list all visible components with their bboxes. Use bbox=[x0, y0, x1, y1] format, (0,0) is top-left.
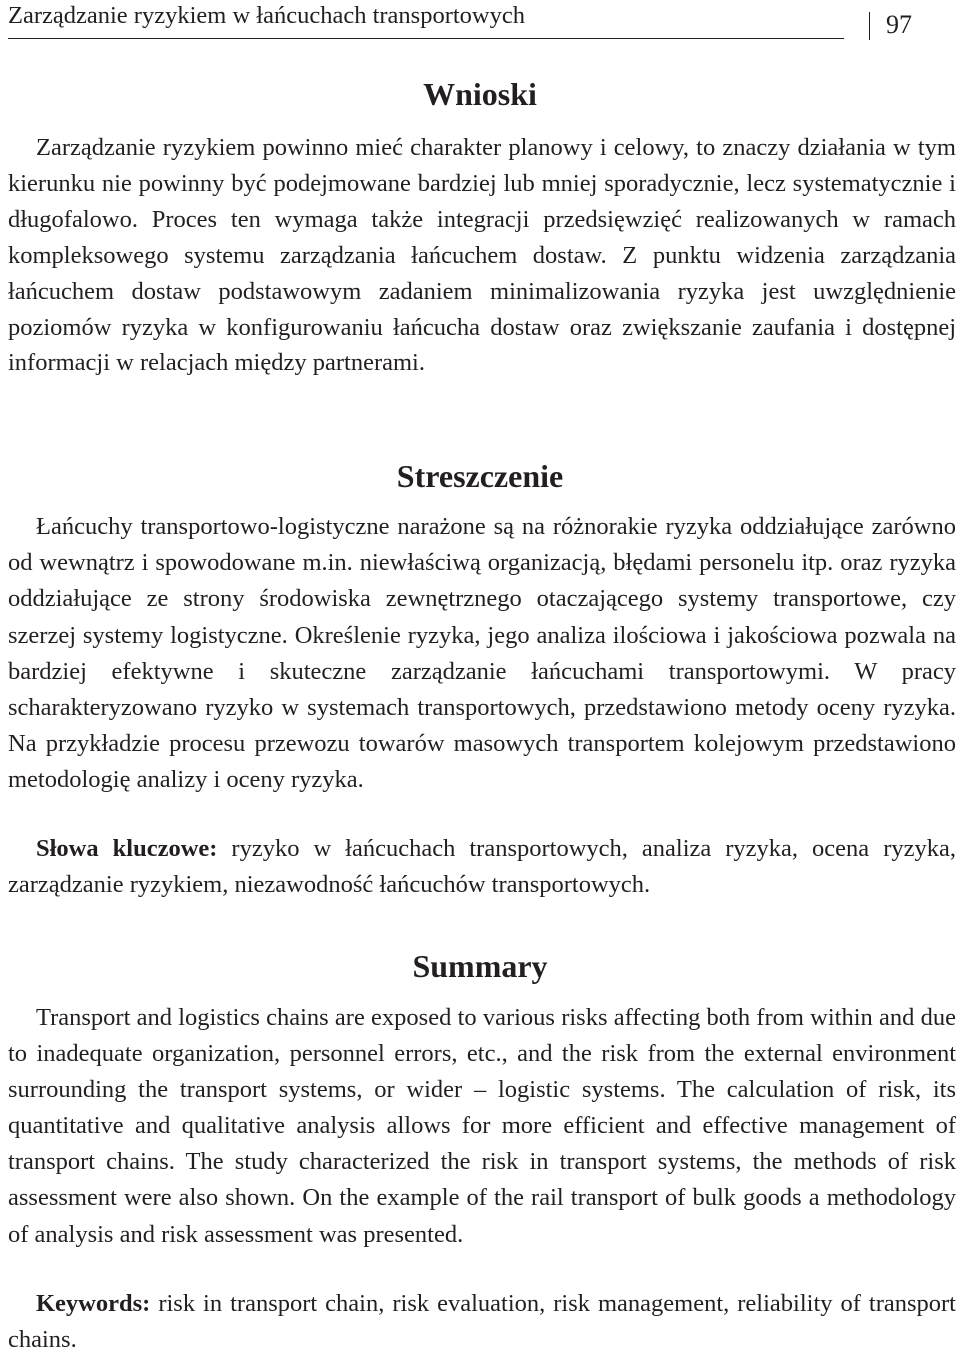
wnioski-paragraph: Zarządzanie ryzykiem powinno mieć charakter planowy i celowy, to znaczy działania w tym kierunku nie powinny być podejmowane bardziej lub mniej sporadycznie, lecz systematycznie i długofalowo. Proces ten wymaga także integracji przedsięwzięć realizowanych w ramach kompleksowego systemu zarządzania łańcuchem dostaw. Z punktu widzenia zarządzania łańcuchem dostaw podstawowym zadaniem minimalizowania ryzyka jest uwzględnienie poziomów ryzyka w konfigurowaniu łańcucha dostaw oraz zwiększanie zaufania i dostępnej informacji w relacjach między partnerami. bbox=[8, 134, 956, 377]
streszczenie-paragraph: Łańcuchy transportowo-logistyczne narażone są na różnorakie ryzyka oddziałujące zarówno od wewnątrz i spowodowane m.in. niewłaściwą organizacją, błędami personelu itp. oraz ryzyka oddziałujące ze strony środowiska zewnętrznego otaczającego systemy transportowe, czy szerzej systemy logistyczne. Określenie ryzyka, jego analiza ilościowa i jakościowa pozwala na bardziej efektywne i skuteczne zarządzanie łańcuchami transportowymi. W pracy scharakteryzowano ryzyko w systemach transportowych, przedstawiono metody oceny ryzyka. Na przykładzie procesu przewozu towarów masowych transportem kolejowym przedstawiono metodologię analizy i oceny ryzyka. bbox=[8, 513, 956, 794]
running-title: Zarządzanie ryzykiem w łańcuchach transportowych bbox=[8, 0, 844, 39]
page-number: 97 bbox=[886, 10, 912, 39]
streszczenie-keywords-text: ryzyko w łańcuchach transportowych, analiza ryzyka, ocena ryzyka, zarządzanie ryzykiem, niezawodność łańcuchów transportowych. bbox=[8, 835, 956, 899]
summary-keywords-text: risk in transport chain, risk evaluation, risk management, reliability of transport chains. bbox=[8, 1290, 956, 1354]
summary-keywords bbox=[8, 1286, 956, 1358]
streszczenie-keywords-label: Słowa kluczowe: bbox=[36, 835, 218, 862]
summary-paragraph: Transport and logistics chains are exposed to various risks affecting both from within and due to inadequate organization, personnel errors, etc., and the risk from the external environment surrounding the transport systems, or wider – logistic systems. The calculation of risk, its quantitative and qualitative analysis allows for more efficient and effective management of transport chains. The study characterized the risk in transport systems, the methods of risk assessment were also shown. On the example of the rail transport of bulk goods a methodology of analysis and risk assessment was presented. bbox=[8, 1004, 956, 1248]
wnioski-heading: Wnioski bbox=[423, 76, 537, 112]
header-divider bbox=[869, 12, 870, 40]
streszczenie-keywords bbox=[8, 831, 956, 903]
summary-keywords-label: Keywords: bbox=[36, 1290, 151, 1317]
streszczenie-heading: Streszczenie bbox=[396, 458, 564, 494]
summary-heading: Summary bbox=[412, 948, 548, 984]
